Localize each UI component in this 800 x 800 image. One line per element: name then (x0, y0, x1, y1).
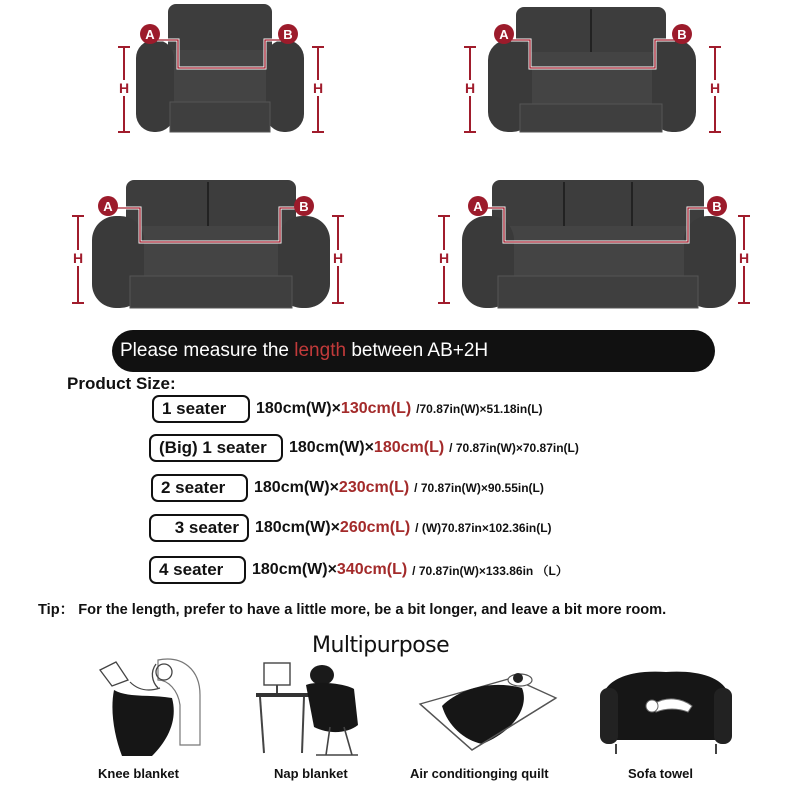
a-marker: A (499, 27, 509, 42)
size-spec-width: 180cm(W)× (256, 400, 341, 417)
size-spec-width: 180cm(W)× (255, 519, 340, 536)
size-label: 3 seater (149, 514, 249, 542)
h-marker-left: H (118, 80, 130, 96)
use-label-sofa-towel: Sofa towel (628, 766, 694, 781)
size-label: 4 seater (149, 556, 246, 584)
size-spec-inch: / 70.87in(W)×70.87in(L) (449, 441, 579, 455)
size-spec-length: 340cm(L) (336, 561, 408, 578)
h-marker-right: H (709, 80, 721, 96)
size-spec-width: 180cm(W)× (252, 561, 337, 578)
size-spec-inch: / 70.87in(W)×133.86in （L） (412, 563, 568, 578)
h-marker-left: H (438, 250, 450, 266)
knee-blanket-icon (88, 650, 208, 760)
b-marker: B (677, 27, 687, 42)
size-spec-inch: /70.87in(W)×51.18in(L) (416, 402, 543, 416)
h-marker-right: H (332, 250, 344, 266)
nap-blanket-icon (254, 655, 374, 760)
use-label-nap-blanket: Nap blanket (274, 766, 348, 781)
h-marker-right: H (312, 80, 324, 96)
a-marker: A (103, 199, 113, 214)
banner-suffix: between AB+2H (346, 340, 489, 361)
multipurpose-title: Multipurpose (312, 633, 450, 658)
use-label-air-conditioning-quilt: Air conditionging quilt (410, 766, 549, 781)
sofa-diagram-big-1-seater (460, 2, 730, 137)
sofa-towel-icon (596, 662, 736, 757)
b-marker: B (299, 199, 309, 214)
use-label-knee-blanket: Knee blanket (98, 766, 179, 781)
size-row-1-seater (152, 395, 543, 423)
b-marker: B (712, 199, 722, 214)
size-spec-length: 260cm(L) (339, 519, 411, 536)
measure-instruction-banner (112, 330, 715, 372)
h-marker-left: H (72, 250, 84, 266)
size-spec-length: 230cm(L) (338, 479, 410, 496)
h-marker-right: H (738, 250, 750, 266)
product-size-title: Product Size: (67, 374, 176, 393)
size-label: 2 seater (151, 474, 248, 502)
sofa-diagram-3-4-seater (432, 178, 762, 313)
size-spec-inch: / (W)70.87in×102.36in(L) (415, 521, 552, 535)
size-spec-width: 180cm(W)× (254, 479, 339, 496)
size-label: (Big) 1 seater (149, 434, 283, 462)
tip-text: Tip： For the length, prefer to have a little more, be a bit longer, and leave a bit more room. (38, 602, 667, 618)
air-conditioning-quilt-icon (412, 658, 562, 758)
size-row-4-seater (149, 556, 568, 584)
a-marker: A (473, 199, 483, 214)
sofa-diagram-2-seater (68, 178, 358, 313)
size-spec-length: 130cm(L) (340, 400, 412, 417)
banner-prefix: Please measure the (120, 340, 295, 361)
banner-highlight: length (294, 340, 347, 361)
sofa-diagram-1-seater (110, 2, 335, 137)
size-spec-inch: / 70.87in(W)×90.55in(L) (414, 481, 544, 495)
b-marker: B (283, 27, 293, 42)
size-row-2-seater (151, 474, 544, 502)
size-spec-length: 180cm(L) (373, 439, 445, 456)
size-row-big-1-seater (149, 434, 579, 462)
h-marker-left: H (464, 80, 476, 96)
a-marker: A (145, 27, 155, 42)
size-row-3-seater (149, 514, 552, 542)
size-label: 1 seater (152, 395, 250, 423)
size-spec-width: 180cm(W)× (289, 439, 374, 456)
